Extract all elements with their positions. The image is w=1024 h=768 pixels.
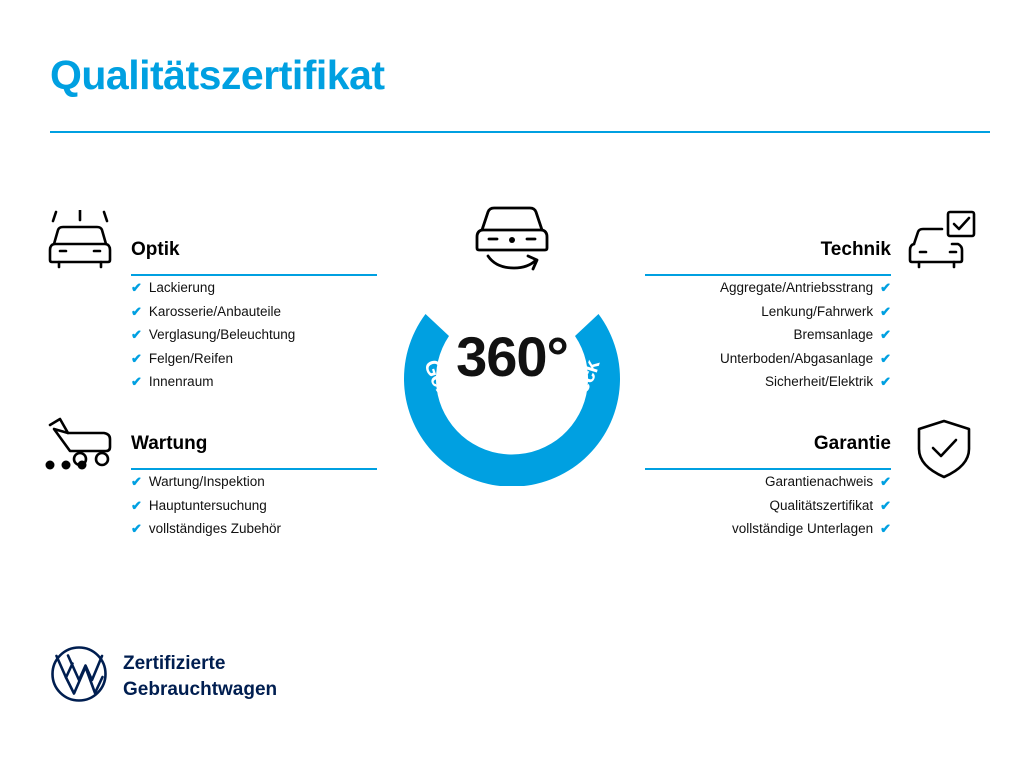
degree-label: 360° <box>456 325 568 388</box>
360-check-badge <box>376 196 648 486</box>
list-item <box>131 370 377 394</box>
check-icon: ✔ <box>880 497 891 513</box>
section-garantie-title: Garantie <box>813 433 891 454</box>
arc-label: Gebrauchtwagen-Check <box>419 357 605 438</box>
title-divider <box>50 131 990 133</box>
section-garantie <box>645 432 891 541</box>
section-optik-header <box>131 238 377 276</box>
list-item-label: Bremsanlage <box>793 327 874 342</box>
list-item <box>131 300 377 324</box>
section-optik-title: Optik <box>131 239 180 260</box>
section-technik-header <box>645 238 891 276</box>
check-icon: ✔ <box>880 280 891 295</box>
check-icon: ✔ <box>131 474 142 489</box>
section-technik-title: Technik <box>820 239 891 260</box>
list-item-label: vollständiges Zubehör <box>148 521 281 536</box>
list-item <box>131 517 377 541</box>
list-item <box>131 276 377 300</box>
section-wartung <box>131 432 377 541</box>
list-item <box>645 470 891 494</box>
section-technik <box>645 238 891 394</box>
list-item <box>645 494 891 518</box>
section-technik-list <box>645 276 891 394</box>
list-item-label: Wartung/Inspektion <box>148 474 265 489</box>
list-item-label: Felgen/Reifen <box>148 350 233 366</box>
list-item-label: Karosserie/Anbauteile <box>148 303 281 319</box>
check-icon: ✔ <box>880 374 891 389</box>
list-item-label: Innenraum <box>148 374 214 389</box>
list-item <box>645 323 891 347</box>
list-item-label: Aggregate/Antriebsstrang <box>719 280 874 295</box>
list-item <box>645 517 891 541</box>
list-item-label: Sicherheit/Elektrik <box>765 374 874 389</box>
footer-brand <box>50 645 277 708</box>
check-icon: ✔ <box>880 327 891 342</box>
vw-logo <box>50 645 108 708</box>
shield-check-icon <box>915 418 973 485</box>
list-item <box>131 494 377 518</box>
section-optik-divider <box>131 274 377 276</box>
section-garantie-header <box>645 432 891 470</box>
section-wartung-header <box>131 432 377 470</box>
check-icon: ✔ <box>880 303 891 319</box>
check-icon: ✔ <box>131 327 142 342</box>
section-wartung-title: Wartung <box>131 433 208 454</box>
list-item-label: Hauptuntersuchung <box>148 497 267 513</box>
car-checklist-icon <box>908 210 978 277</box>
section-optik <box>131 238 377 394</box>
car-front-shine-icon <box>46 210 114 277</box>
list-item-label: Qualitätszertifikat <box>769 497 874 513</box>
list-item-label: Lackierung <box>148 280 215 295</box>
footer-line-1: Zertifizierte <box>123 652 226 674</box>
check-icon: ✔ <box>880 521 891 536</box>
section-wartung-list <box>131 470 377 541</box>
footer-line-2: Gebrauchtwagen <box>123 678 278 700</box>
list-item-label: Verglasung/Beleuchtung <box>148 327 296 342</box>
page-title: Qualitätszertifikat <box>50 52 385 98</box>
list-item <box>131 470 377 494</box>
list-item <box>131 323 377 347</box>
section-garantie-divider <box>645 468 891 470</box>
check-icon: ✔ <box>131 350 142 366</box>
list-item <box>645 347 891 371</box>
list-item <box>131 347 377 371</box>
list-item <box>645 300 891 324</box>
check-icon: ✔ <box>131 280 142 295</box>
list-item <box>645 276 891 300</box>
section-technik-divider <box>645 274 891 276</box>
list-item-label: Lenkung/Fahrwerk <box>761 303 874 319</box>
check-icon: ✔ <box>131 303 142 319</box>
section-optik-list <box>131 276 377 394</box>
section-garantie-list <box>645 470 891 541</box>
check-icon: ✔ <box>131 521 142 536</box>
list-item <box>645 370 891 394</box>
footer-text <box>123 651 277 703</box>
list-item-label: Unterboden/Abgasanlage <box>719 350 874 366</box>
check-icon: ✔ <box>131 374 142 389</box>
list-item-label: Garantienachweis <box>765 474 874 489</box>
car-lift-icon <box>44 415 116 478</box>
check-icon: ✔ <box>880 350 891 366</box>
section-wartung-divider <box>131 468 377 470</box>
list-item-label: vollständige Unterlagen <box>732 521 874 536</box>
check-icon: ✔ <box>131 497 142 513</box>
check-icon: ✔ <box>880 474 891 489</box>
